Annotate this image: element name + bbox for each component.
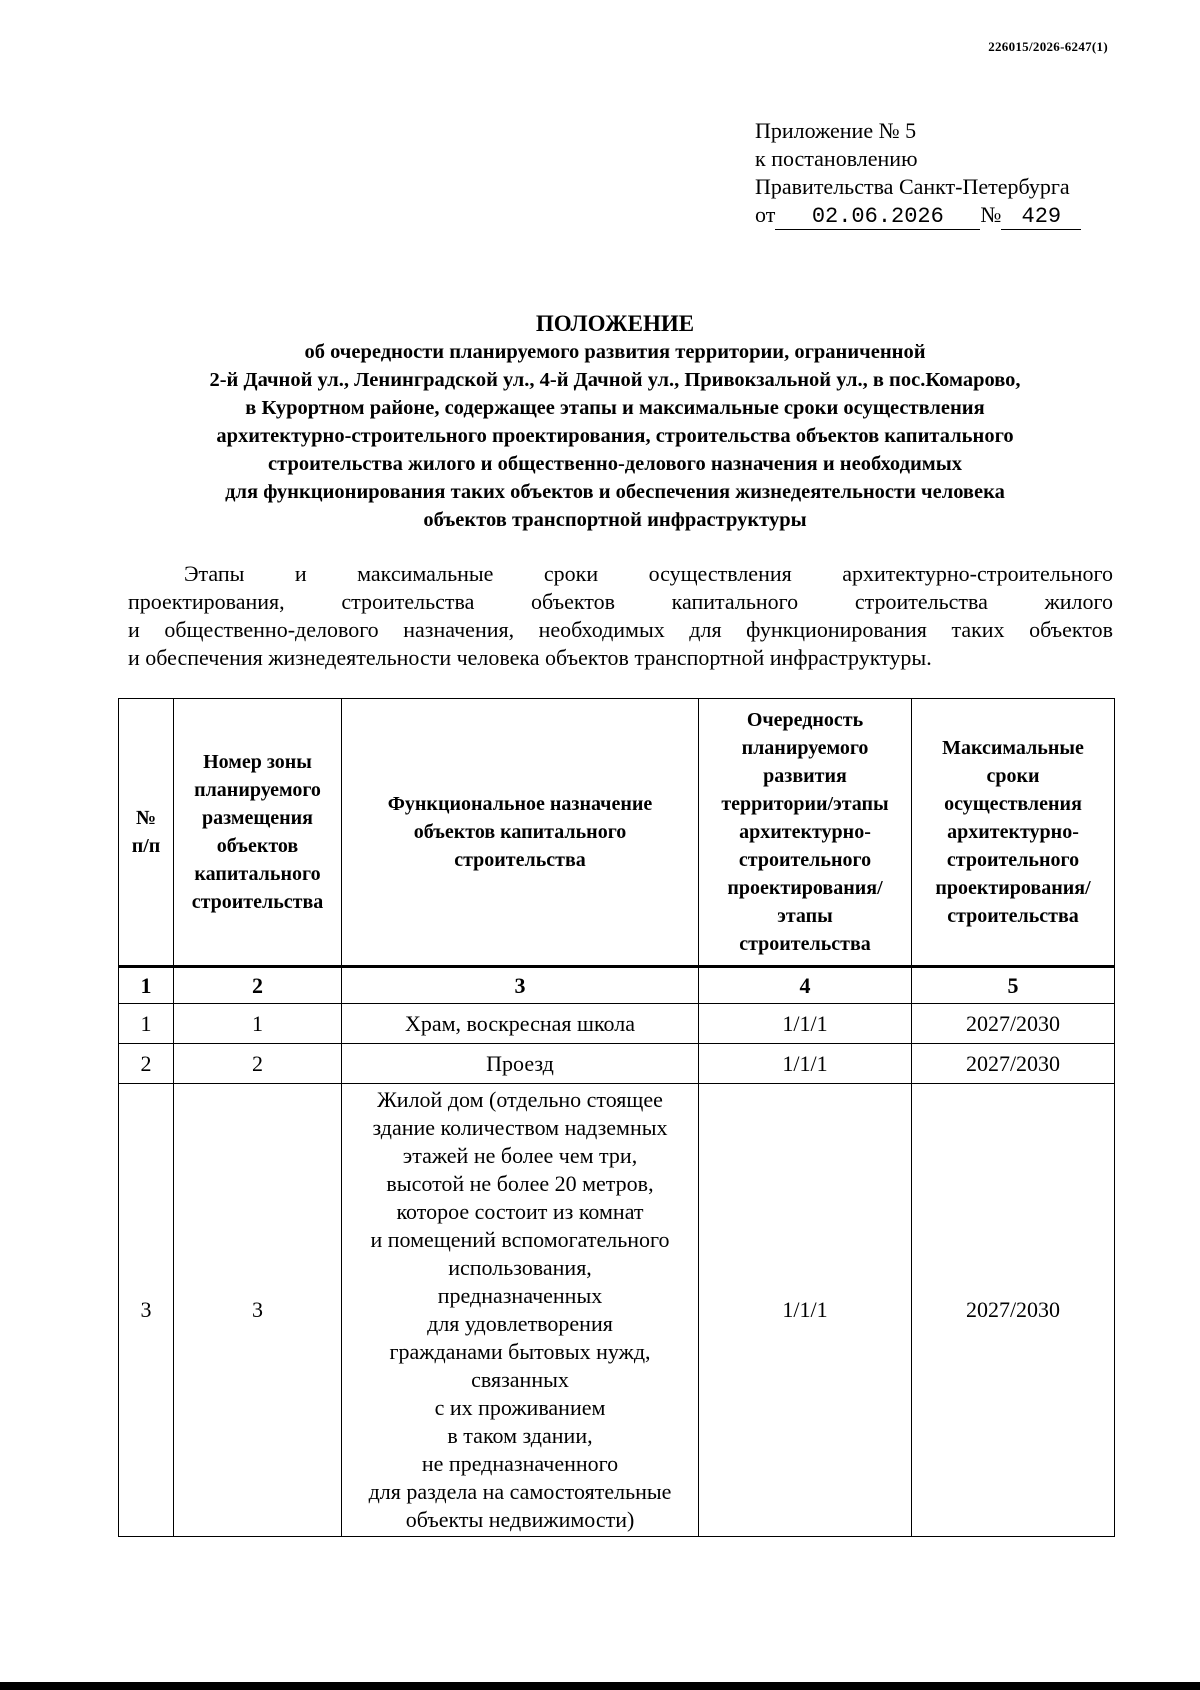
column-number-row — [119, 967, 1115, 1004]
cell-zone: 2 — [174, 1044, 342, 1084]
intro-line: и обеспечения жизнедеятельности человека объектов транспортной инфраструктуры. — [128, 645, 932, 670]
appendix-resolution: к постановлению — [755, 146, 918, 171]
resolution-date: 02.06.2026 — [775, 205, 980, 230]
header-deadlines: Максимальные сроки осуществления архитектурно- строительного проектирования/ строительства — [912, 699, 1115, 967]
appendix-government: Правительства Санкт-Петербурга — [755, 174, 1070, 199]
cell-number: 2 — [119, 1044, 174, 1084]
heading-line: объектов транспортной инфраструктуры — [423, 509, 807, 531]
heading-line: строительства жилого и общественно-делового назначения и необходимых — [268, 453, 962, 475]
intro-line: и общественно-делового назначения, необходимых для функционирования таких объектов — [128, 617, 1113, 642]
column-number: 2 — [174, 967, 342, 1004]
appendix-date-line — [755, 201, 1081, 230]
table-row — [119, 1044, 1115, 1084]
column-number: 5 — [912, 967, 1115, 1004]
resolution-number: 429 — [1001, 205, 1081, 230]
column-number: 1 — [119, 967, 174, 1004]
column-number: 4 — [699, 967, 912, 1004]
appendix-block — [755, 117, 1081, 230]
document-heading — [120, 310, 1110, 534]
cell-stages: 1/1/1 — [699, 1044, 912, 1084]
cell-number: 3 — [119, 1084, 174, 1537]
table-header-row — [119, 699, 1115, 967]
cell-purpose: Проезд — [342, 1044, 699, 1084]
header-purpose: Функциональное назначение объектов капитального строительства — [342, 699, 699, 967]
cell-zone: 1 — [174, 1004, 342, 1044]
cell-purpose: Храм, воскресная школа — [342, 1004, 699, 1044]
number-label: № — [980, 202, 1002, 227]
heading-line: 2-й Дачной ул., Ленинградской ул., 4-й Дачной ул., Привокзальной ул., в пос.Комарово, — [209, 369, 1021, 391]
header-stages: Очередность планируемого развития территории/этапы архитектурно- строительного проектирования/ этапы строительства — [699, 699, 912, 967]
cell-zone: 3 — [174, 1084, 342, 1537]
cell-deadline: 2027/2030 — [912, 1084, 1115, 1537]
scan-edge — [0, 1682, 1200, 1690]
document-id: 226015/2026-6247(1) — [988, 39, 1108, 54]
cell-stages: 1/1/1 — [699, 1084, 912, 1537]
heading-line: в Курортном районе, содержащее этапы и максимальные сроки осуществления — [245, 397, 985, 419]
stages-table — [118, 698, 1115, 1537]
intro-line: Этапы и максимальные сроки осуществления архитектурно-строительного — [184, 561, 1113, 586]
cell-deadline: 2027/2030 — [912, 1044, 1115, 1084]
heading-line: архитектурно-строительного проектирования, строительства объектов капитального — [216, 425, 1014, 447]
cell-number: 1 — [119, 1004, 174, 1044]
date-label: от — [755, 202, 776, 227]
appendix-title: Приложение № 5 — [755, 118, 917, 143]
heading-line: об очередности планируемого развития территории, ограниченной — [304, 341, 926, 363]
column-number: 3 — [342, 967, 699, 1004]
heading-line: для функционирования таких объектов и обеспечения жизнедеятельности человека — [225, 481, 1005, 503]
table-row — [119, 1084, 1115, 1537]
intro-paragraph — [128, 560, 1113, 672]
intro-line: проектирования, строительства объектов капитального строительства жилого — [128, 589, 1113, 614]
cell-stages: 1/1/1 — [699, 1004, 912, 1044]
table-row — [119, 1004, 1115, 1044]
document-title: ПОЛОЖЕНИЕ — [535, 311, 695, 336]
header-number: № п/п — [119, 699, 174, 967]
cell-deadline: 2027/2030 — [912, 1004, 1115, 1044]
cell-purpose: Жилой дом (отдельно стоящее здание количеством надземных этажей не более чем три, высотой не более 20 метров, которое состоит из комнат и помещений вспомогательного использования, предназначенных для удовлетворения гражданами бытовых нужд, связанных с их проживанием в таком здании, не предназначенного для раздела на самостоятельные объекты недвижимости) — [342, 1084, 699, 1537]
header-zone: Номер зоны планируемого размещения объектов капитального строительства — [174, 699, 342, 967]
